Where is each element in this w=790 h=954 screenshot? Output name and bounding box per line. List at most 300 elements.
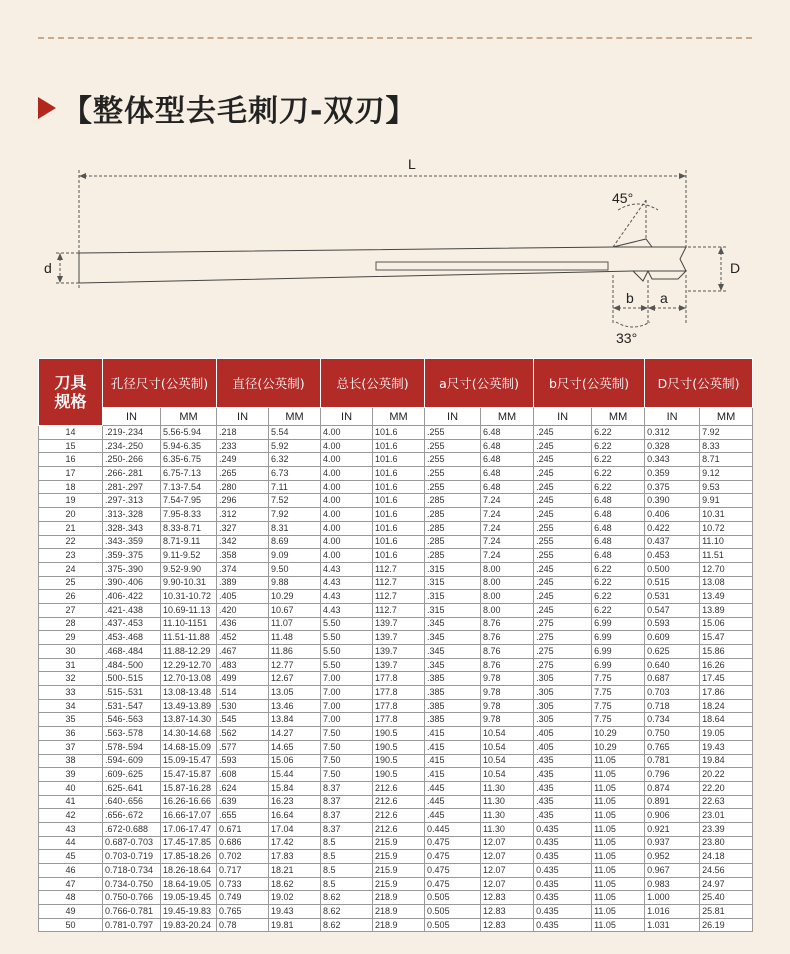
cell-hole-mm: 8.33-8.71	[161, 521, 217, 535]
cell-D-in: 0.640	[645, 658, 700, 672]
cell-a-mm: 8.00	[481, 590, 534, 604]
cell-b-mm: 11.05	[592, 918, 645, 932]
cell-spec: 35	[39, 713, 103, 727]
cell-a-in: .385	[425, 713, 481, 727]
cell-spec: 33	[39, 686, 103, 700]
cell-hole-mm: 12.70-13.08	[161, 672, 217, 686]
cell-hole-in: .437-.453	[103, 617, 161, 631]
cell-b-in: .275	[534, 617, 592, 631]
table-row	[39, 549, 753, 563]
cell-b-in: .435	[534, 795, 592, 809]
cell-D-mm: 9.91	[700, 494, 753, 508]
cell-hole-in: 0.703-0.719	[103, 850, 161, 864]
cell-hole-mm: 16.26-16.66	[161, 795, 217, 809]
cell-D-mm: 24.97	[700, 877, 753, 891]
cell-hole-in: .421-.438	[103, 603, 161, 617]
cell-a-mm: 11.30	[481, 822, 534, 836]
cell-hole-in: 0.734-0.750	[103, 877, 161, 891]
cell-hole-mm: 7.13-7.54	[161, 480, 217, 494]
cell-D-in: 0.328	[645, 439, 700, 453]
unit-header-in: IN	[321, 408, 373, 426]
cell-b-mm: 11.05	[592, 891, 645, 905]
cell-len-mm: 101.6	[373, 508, 425, 522]
cell-b-in: 0.435	[534, 822, 592, 836]
cell-a-mm: 10.54	[481, 727, 534, 741]
cell-D-mm: 23.39	[700, 822, 753, 836]
cell-len-mm: 101.6	[373, 494, 425, 508]
cell-spec: 36	[39, 727, 103, 741]
cell-dia-mm: 7.92	[269, 508, 321, 522]
cell-a-in: .385	[425, 699, 481, 713]
cell-spec: 44	[39, 836, 103, 850]
cell-b-in: 0.435	[534, 891, 592, 905]
cell-a-mm: 12.83	[481, 905, 534, 919]
cell-D-mm: 16.26	[700, 658, 753, 672]
cell-hole-in: .546-.563	[103, 713, 161, 727]
table-row	[39, 740, 753, 754]
cell-D-mm: 11.51	[700, 549, 753, 563]
cell-D-mm: 10.31	[700, 508, 753, 522]
cell-D-in: 0.359	[645, 467, 700, 481]
header-b-size: b尺寸(公英制)	[534, 359, 645, 408]
cell-b-mm: 11.05	[592, 864, 645, 878]
unit-header-mm: MM	[592, 408, 645, 426]
cell-b-mm: 6.22	[592, 590, 645, 604]
cell-hole-in: .234-.250	[103, 439, 161, 453]
cell-len-mm: 101.6	[373, 535, 425, 549]
cell-len-mm: 101.6	[373, 467, 425, 481]
cell-D-mm: 15.47	[700, 631, 753, 645]
cell-len-in: 4.43	[321, 562, 373, 576]
cell-hole-mm: 12.29-12.70	[161, 658, 217, 672]
cell-b-in: .305	[534, 686, 592, 700]
cell-hole-in: .468-.484	[103, 645, 161, 659]
cell-D-in: 0.531	[645, 590, 700, 604]
cell-dia-in: .327	[217, 521, 269, 535]
cell-len-mm: 212.6	[373, 809, 425, 823]
cell-len-in: 8.37	[321, 822, 373, 836]
cell-len-in: 4.00	[321, 426, 373, 440]
cell-b-mm: 6.48	[592, 494, 645, 508]
cell-dia-in: 0.733	[217, 877, 269, 891]
cell-b-in: 0.435	[534, 850, 592, 864]
cell-len-in: 7.50	[321, 754, 373, 768]
cell-D-mm: 25.81	[700, 905, 753, 919]
cell-a-in: .285	[425, 521, 481, 535]
cell-a-in: .345	[425, 645, 481, 659]
label-D: D	[730, 260, 741, 276]
cell-b-mm: 6.99	[592, 617, 645, 631]
cell-a-mm: 7.24	[481, 521, 534, 535]
cell-a-mm: 7.24	[481, 549, 534, 563]
cell-a-in: .345	[425, 617, 481, 631]
cell-a-mm: 12.07	[481, 836, 534, 850]
header-a-size: a尺寸(公英制)	[425, 359, 534, 408]
cell-b-mm: 11.05	[592, 781, 645, 795]
cell-a-mm: 11.30	[481, 809, 534, 823]
cell-D-mm: 18.24	[700, 699, 753, 713]
cell-b-in: .245	[534, 494, 592, 508]
label-d: d	[44, 260, 52, 276]
cell-a-in: .255	[425, 480, 481, 494]
cell-a-in: .285	[425, 494, 481, 508]
cell-a-in: .315	[425, 590, 481, 604]
cell-D-in: 0.453	[645, 549, 700, 563]
cell-dia-mm: 13.46	[269, 699, 321, 713]
cell-a-mm: 12.07	[481, 850, 534, 864]
cell-dia-in: 0.686	[217, 836, 269, 850]
cell-hole-in: .281-.297	[103, 480, 161, 494]
cell-a-in: .285	[425, 508, 481, 522]
cell-a-mm: 11.30	[481, 781, 534, 795]
cell-dia-mm: 10.67	[269, 603, 321, 617]
cell-D-in: 0.937	[645, 836, 700, 850]
table-row	[39, 603, 753, 617]
cell-dia-in: .296	[217, 494, 269, 508]
cell-dia-in: .499	[217, 672, 269, 686]
cell-D-in: 1.031	[645, 918, 700, 932]
cell-D-mm: 9.53	[700, 480, 753, 494]
cell-dia-mm: 12.77	[269, 658, 321, 672]
table-row	[39, 631, 753, 645]
cell-len-mm: 112.7	[373, 576, 425, 590]
label-a: a	[660, 290, 668, 306]
cell-a-mm: 8.00	[481, 576, 534, 590]
cell-dia-mm: 11.86	[269, 645, 321, 659]
cell-b-mm: 6.48	[592, 535, 645, 549]
cell-b-mm: 6.22	[592, 480, 645, 494]
cell-len-in: 7.00	[321, 686, 373, 700]
cell-D-in: 0.422	[645, 521, 700, 535]
cell-dia-in: .639	[217, 795, 269, 809]
cell-dia-in: .218	[217, 426, 269, 440]
cell-len-in: 7.50	[321, 740, 373, 754]
cell-b-in: .245	[534, 480, 592, 494]
table-row	[39, 576, 753, 590]
cell-dia-mm: 19.81	[269, 918, 321, 932]
cell-len-mm: 190.5	[373, 740, 425, 754]
cell-dia-mm: 12.67	[269, 672, 321, 686]
cell-spec: 21	[39, 521, 103, 535]
unit-header-mm: MM	[161, 408, 217, 426]
cell-spec: 24	[39, 562, 103, 576]
cell-a-in: 0.475	[425, 836, 481, 850]
cell-dia-mm: 14.27	[269, 727, 321, 741]
cell-dia-in: 0.702	[217, 850, 269, 864]
table-row	[39, 781, 753, 795]
cell-hole-mm: 17.85-18.26	[161, 850, 217, 864]
cell-spec: 19	[39, 494, 103, 508]
cell-dia-in: .655	[217, 809, 269, 823]
cell-b-in: 0.435	[534, 918, 592, 932]
cell-hole-in: .656-.672	[103, 809, 161, 823]
cell-a-mm: 9.78	[481, 686, 534, 700]
cell-len-mm: 139.7	[373, 617, 425, 631]
cell-D-mm: 8.71	[700, 453, 753, 467]
cell-hole-in: .390-.406	[103, 576, 161, 590]
cell-b-mm: 7.75	[592, 713, 645, 727]
cell-hole-mm: 5.94-6.35	[161, 439, 217, 453]
cell-dia-mm: 15.44	[269, 768, 321, 782]
table-row	[39, 480, 753, 494]
cell-a-mm: 8.00	[481, 603, 534, 617]
cell-b-in: .245	[534, 590, 592, 604]
unit-header-mm: MM	[700, 408, 753, 426]
cell-len-in: 7.00	[321, 713, 373, 727]
cell-a-mm: 10.54	[481, 754, 534, 768]
cell-len-mm: 190.5	[373, 768, 425, 782]
header-hole-size: 孔径尺寸(公英制)	[103, 359, 217, 408]
cell-dia-mm: 6.73	[269, 467, 321, 481]
cell-a-mm: 7.24	[481, 494, 534, 508]
cell-spec: 39	[39, 768, 103, 782]
cell-D-in: 1.000	[645, 891, 700, 905]
cell-a-in: .285	[425, 535, 481, 549]
cell-a-in: .315	[425, 603, 481, 617]
cell-b-mm: 11.05	[592, 850, 645, 864]
cell-D-mm: 15.06	[700, 617, 753, 631]
cell-hole-mm: 9.52-9.90	[161, 562, 217, 576]
cell-dia-mm: 13.84	[269, 713, 321, 727]
cell-len-mm: 177.8	[373, 713, 425, 727]
cell-len-mm: 215.9	[373, 877, 425, 891]
cell-D-in: 0.874	[645, 781, 700, 795]
cell-len-in: 4.00	[321, 453, 373, 467]
cell-dia-in: .467	[217, 645, 269, 659]
cell-D-in: 0.781	[645, 754, 700, 768]
cell-len-mm: 112.7	[373, 562, 425, 576]
cell-spec: 48	[39, 891, 103, 905]
table-row	[39, 617, 753, 631]
cell-b-mm: 7.75	[592, 686, 645, 700]
cell-spec: 41	[39, 795, 103, 809]
cell-hole-mm: 19.05-19.45	[161, 891, 217, 905]
unit-header-in: IN	[534, 408, 592, 426]
tool-diagram	[38, 150, 752, 350]
cell-b-in: .245	[534, 467, 592, 481]
cell-a-in: .285	[425, 549, 481, 563]
cell-len-mm: 177.8	[373, 672, 425, 686]
cell-D-mm: 17.86	[700, 686, 753, 700]
cell-D-mm: 23.01	[700, 809, 753, 823]
cell-D-in: 0.952	[645, 850, 700, 864]
cell-a-mm: 12.07	[481, 864, 534, 878]
cell-hole-mm: 9.11-9.52	[161, 549, 217, 563]
cell-hole-mm: 9.90-10.31	[161, 576, 217, 590]
cell-b-mm: 6.48	[592, 508, 645, 522]
cell-hole-mm: 7.54-7.95	[161, 494, 217, 508]
cell-b-in: .245	[534, 426, 592, 440]
cell-hole-in: 0.687-0.703	[103, 836, 161, 850]
cell-len-in: 4.00	[321, 480, 373, 494]
cell-len-mm: 101.6	[373, 521, 425, 535]
cell-spec: 14	[39, 426, 103, 440]
cell-a-in: 0.475	[425, 864, 481, 878]
cell-a-in: .315	[425, 576, 481, 590]
cell-hole-mm: 10.31-10.72	[161, 590, 217, 604]
cell-dia-mm: 17.04	[269, 822, 321, 836]
cell-hole-in: .266-.281	[103, 467, 161, 481]
cell-spec: 50	[39, 918, 103, 932]
cell-a-mm: 7.24	[481, 535, 534, 549]
title-arrow-icon	[38, 97, 56, 119]
cell-len-mm: 212.6	[373, 781, 425, 795]
cell-a-in: 0.505	[425, 918, 481, 932]
table-row	[39, 727, 753, 741]
cell-D-mm: 25.40	[700, 891, 753, 905]
cell-hole-mm: 6.35-6.75	[161, 453, 217, 467]
cell-len-mm: 112.7	[373, 590, 425, 604]
cell-hole-in: .406-.422	[103, 590, 161, 604]
page-title-block	[38, 88, 416, 128]
cell-a-mm: 6.48	[481, 426, 534, 440]
tool-slot	[376, 262, 608, 270]
cell-b-in: .435	[534, 809, 592, 823]
cell-dia-in: .436	[217, 617, 269, 631]
cell-a-in: .255	[425, 439, 481, 453]
unit-header-in: IN	[103, 408, 161, 426]
cell-len-in: 8.62	[321, 891, 373, 905]
tool-drawing	[38, 150, 752, 350]
cell-a-mm: 8.76	[481, 645, 534, 659]
cell-a-mm: 6.48	[481, 439, 534, 453]
unit-header-row	[39, 408, 753, 426]
cell-len-in: 7.00	[321, 699, 373, 713]
cell-b-in: .245	[534, 453, 592, 467]
cell-a-mm: 8.00	[481, 562, 534, 576]
cell-a-mm: 8.76	[481, 617, 534, 631]
table-row	[39, 809, 753, 823]
cell-spec: 20	[39, 508, 103, 522]
cell-dia-in: .483	[217, 658, 269, 672]
cell-dia-mm: 17.42	[269, 836, 321, 850]
cell-a-in: .385	[425, 686, 481, 700]
table-row	[39, 836, 753, 850]
cell-D-in: 0.343	[645, 453, 700, 467]
cell-a-in: .345	[425, 631, 481, 645]
cell-a-mm: 9.78	[481, 699, 534, 713]
cell-dia-mm: 13.05	[269, 686, 321, 700]
cell-dia-mm: 7.52	[269, 494, 321, 508]
cell-D-mm: 10.72	[700, 521, 753, 535]
cell-hole-mm: 10.69-11.13	[161, 603, 217, 617]
cell-dia-mm: 16.64	[269, 809, 321, 823]
cell-hole-mm: 15.09-15.47	[161, 754, 217, 768]
label-L: L	[408, 156, 416, 172]
cell-hole-in: .453-.468	[103, 631, 161, 645]
cell-dia-mm: 7.11	[269, 480, 321, 494]
cell-hole-mm: 6.75-7.13	[161, 467, 217, 481]
label-angle-33: 33°	[616, 330, 638, 346]
unit-header-in: IN	[645, 408, 700, 426]
cell-dia-mm: 9.09	[269, 549, 321, 563]
cell-hole-in: .484-.500	[103, 658, 161, 672]
cell-len-mm: 139.7	[373, 658, 425, 672]
table-row	[39, 453, 753, 467]
cell-hole-in: .594-.609	[103, 754, 161, 768]
cell-len-mm: 218.9	[373, 891, 425, 905]
table-row	[39, 850, 753, 864]
cell-a-in: 0.475	[425, 877, 481, 891]
cell-b-in: 0.435	[534, 864, 592, 878]
cell-len-in: 8.37	[321, 809, 373, 823]
cell-b-mm: 6.99	[592, 645, 645, 659]
cell-hole-mm: 11.10-1151	[161, 617, 217, 631]
cell-hole-in: 0.766-0.781	[103, 905, 161, 919]
cell-dia-in: .342	[217, 535, 269, 549]
cell-dia-in: .624	[217, 781, 269, 795]
cell-spec: 18	[39, 480, 103, 494]
header-total-length: 总长(公英制)	[321, 359, 425, 408]
cell-a-mm: 11.30	[481, 795, 534, 809]
cell-len-mm: 177.8	[373, 699, 425, 713]
cell-len-in: 4.00	[321, 439, 373, 453]
table-row	[39, 754, 753, 768]
cell-spec: 47	[39, 877, 103, 891]
cell-a-mm: 7.24	[481, 508, 534, 522]
cell-D-mm: 26.19	[700, 918, 753, 932]
unit-header-mm: MM	[481, 408, 534, 426]
cell-D-in: 0.390	[645, 494, 700, 508]
cell-D-in: 0.891	[645, 795, 700, 809]
cell-a-in: .445	[425, 781, 481, 795]
cell-a-mm: 12.07	[481, 877, 534, 891]
cell-spec: 29	[39, 631, 103, 645]
cell-D-in: 0.967	[645, 864, 700, 878]
cell-len-in: 4.00	[321, 549, 373, 563]
cell-a-in: .415	[425, 727, 481, 741]
cell-spec: 42	[39, 809, 103, 823]
cell-spec: 30	[39, 645, 103, 659]
cell-a-in: .415	[425, 754, 481, 768]
cell-len-in: 4.43	[321, 590, 373, 604]
cell-dia-mm: 16.23	[269, 795, 321, 809]
cell-hole-mm: 13.49-13.89	[161, 699, 217, 713]
cell-D-mm: 20.22	[700, 768, 753, 782]
cell-b-mm: 6.22	[592, 562, 645, 576]
cell-len-in: 4.00	[321, 521, 373, 535]
cell-b-mm: 11.05	[592, 836, 645, 850]
cell-spec: 26	[39, 590, 103, 604]
cell-len-in: 7.50	[321, 768, 373, 782]
cell-len-mm: 212.6	[373, 822, 425, 836]
cell-dia-in: .514	[217, 686, 269, 700]
cell-D-mm: 18.64	[700, 713, 753, 727]
cell-hole-in: .531-.547	[103, 699, 161, 713]
cell-len-mm: 101.6	[373, 549, 425, 563]
spec-table-body	[39, 426, 753, 932]
table-row	[39, 521, 753, 535]
cell-dia-mm: 17.83	[269, 850, 321, 864]
cell-hole-in: .250-.266	[103, 453, 161, 467]
cell-len-mm: 101.6	[373, 453, 425, 467]
cell-len-in: 8.5	[321, 850, 373, 864]
cell-spec: 46	[39, 864, 103, 878]
cell-dia-in: .405	[217, 590, 269, 604]
cell-hole-in: .672-0.688	[103, 822, 161, 836]
cell-hole-mm: 17.06-17.47	[161, 822, 217, 836]
table-row	[39, 864, 753, 878]
label-b: b	[626, 290, 634, 306]
cell-a-in: .345	[425, 658, 481, 672]
cell-dia-mm: 8.69	[269, 535, 321, 549]
cell-dia-in: .233	[217, 439, 269, 453]
cell-dia-in: 0.765	[217, 905, 269, 919]
cell-spec: 28	[39, 617, 103, 631]
cell-b-in: .245	[534, 603, 592, 617]
cell-hole-in: 0.718-0.734	[103, 864, 161, 878]
cell-len-in: 8.62	[321, 905, 373, 919]
